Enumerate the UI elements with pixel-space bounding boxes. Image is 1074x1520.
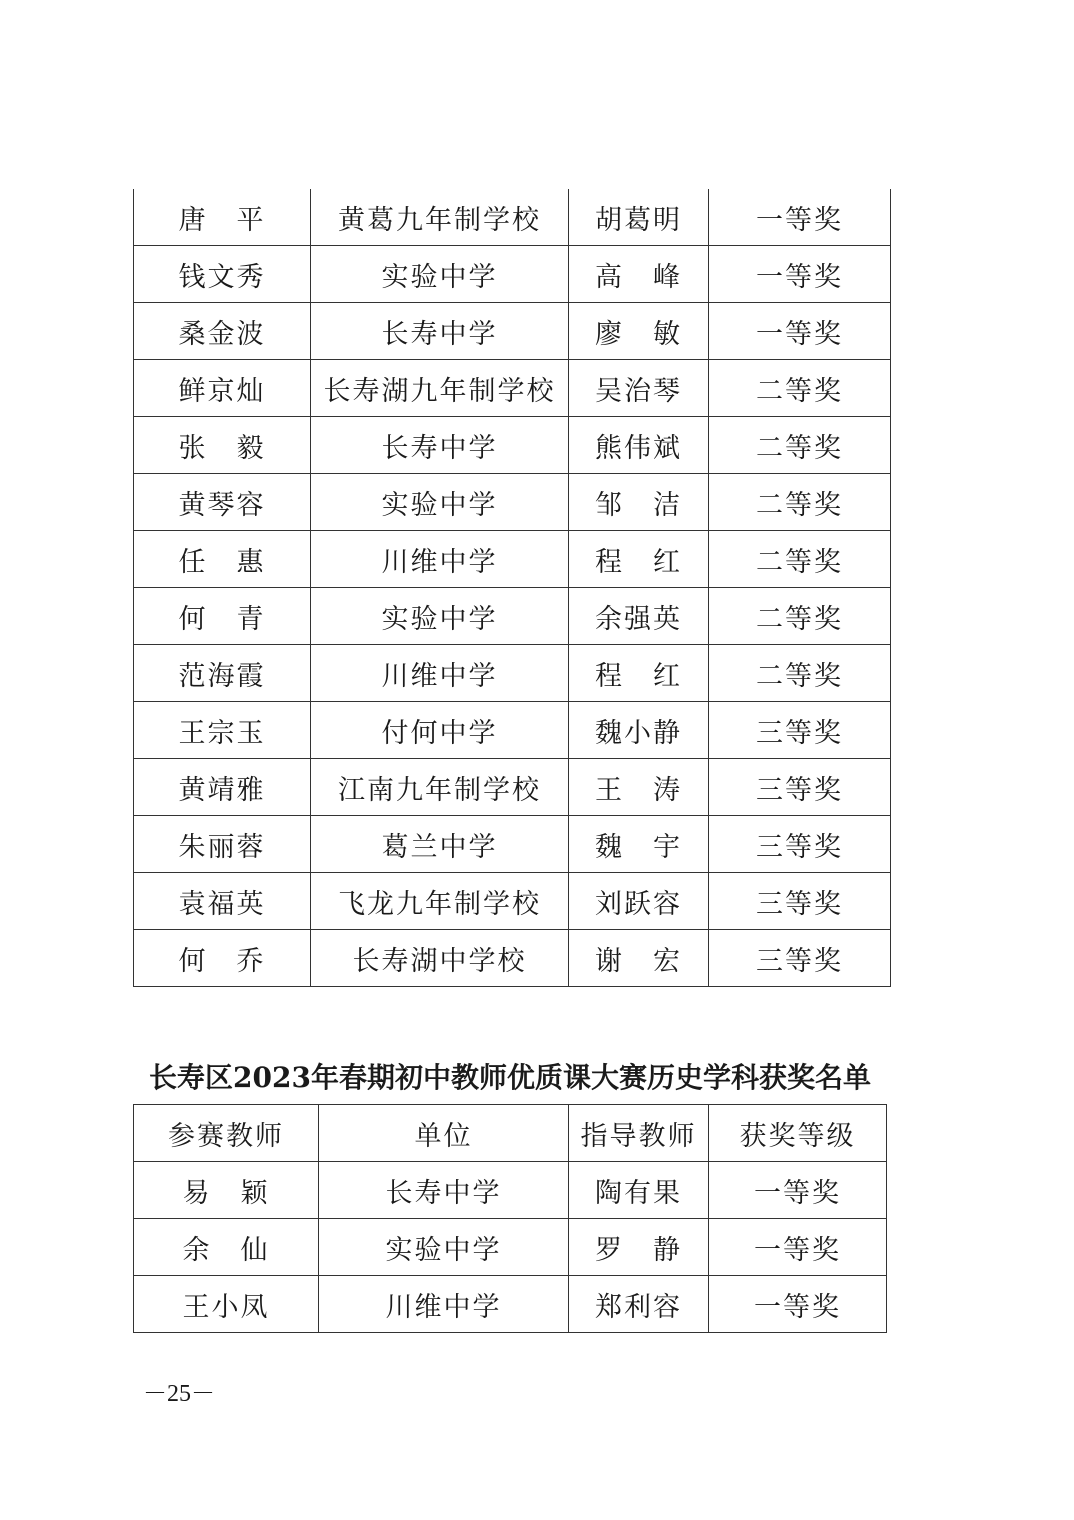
table-row [134,474,891,531]
history-awards-table [133,1104,887,1333]
award-cell: 二等奖 [709,531,891,588]
mentor-cell: 刘跃容 [569,873,709,930]
teacher-cell: 袁福英 [134,873,311,930]
awards-table-body [134,189,891,987]
mentor-cell: 魏小静 [569,702,709,759]
history-awards-table-body [134,1162,887,1333]
unit-cell: 长寿湖中学校 [311,930,569,987]
teacher-cell: 钱文秀 [134,246,311,303]
teacher-cell: 王宗玉 [134,702,311,759]
award-cell: 三等奖 [709,702,891,759]
table-row [134,531,891,588]
mentor-cell: 吴治琴 [569,360,709,417]
teacher-cell: 易 颖 [134,1162,319,1219]
unit-cell: 葛兰中学 [311,816,569,873]
page-number: －25－ [143,1381,215,1407]
award-cell: 三等奖 [709,930,891,987]
table-row [134,417,891,474]
teacher-cell: 张 毅 [134,417,311,474]
teacher-cell: 王小凤 [134,1276,319,1333]
table-row [134,1276,887,1333]
award-cell: 二等奖 [709,474,891,531]
unit-cell: 付何中学 [311,702,569,759]
award-cell: 三等奖 [709,759,891,816]
mentor-cell: 谢 宏 [569,930,709,987]
header-mentor: 指导教师 [569,1105,709,1162]
award-cell: 一等奖 [709,303,891,360]
unit-cell: 川维中学 [319,1276,569,1333]
table-row [134,588,891,645]
table-row [134,816,891,873]
mentor-cell: 廖 敏 [569,303,709,360]
mentor-cell: 王 涛 [569,759,709,816]
mentor-cell: 胡葛明 [569,189,709,246]
unit-cell: 江南九年制学校 [311,759,569,816]
unit-cell: 长寿中学 [311,417,569,474]
section-title: 长寿区2023年春期初中教师优质课大赛历史学科获奖名单 [149,1061,871,1094]
award-cell: 二等奖 [709,645,891,702]
award-cell: 三等奖 [709,873,891,930]
award-cell: 一等奖 [709,1162,887,1219]
table-row [134,1162,887,1219]
unit-cell: 实验中学 [311,474,569,531]
header-teacher: 参赛教师 [134,1105,319,1162]
table-row [134,930,891,987]
award-cell: 三等奖 [709,816,891,873]
teacher-cell: 鲜京灿 [134,360,311,417]
table-row [134,1219,887,1276]
teacher-cell: 朱丽蓉 [134,816,311,873]
unit-cell: 长寿中学 [319,1162,569,1219]
teacher-cell: 何 青 [134,588,311,645]
mentor-cell: 魏 宇 [569,816,709,873]
unit-cell: 实验中学 [311,588,569,645]
table-row [134,759,891,816]
mentor-cell: 邹 洁 [569,474,709,531]
unit-cell: 黄葛九年制学校 [311,189,569,246]
table-row [134,303,891,360]
unit-cell: 实验中学 [311,246,569,303]
unit-cell: 实验中学 [319,1219,569,1276]
table-row [134,873,891,930]
table-row [134,246,891,303]
unit-cell: 川维中学 [311,645,569,702]
teacher-cell: 余 仙 [134,1219,319,1276]
mentor-cell: 高 峰 [569,246,709,303]
award-cell: 二等奖 [709,360,891,417]
mentor-cell: 程 红 [569,645,709,702]
award-cell: 二等奖 [709,588,891,645]
award-cell: 一等奖 [709,246,891,303]
award-cell: 一等奖 [709,1276,887,1333]
teacher-cell: 任 惠 [134,531,311,588]
unit-cell: 飞龙九年制学校 [311,873,569,930]
teacher-cell: 何 乔 [134,930,311,987]
teacher-cell: 黄靖雅 [134,759,311,816]
teacher-cell: 范海霞 [134,645,311,702]
award-cell: 一等奖 [709,189,891,246]
table-row [134,645,891,702]
table-header-row [134,1105,887,1162]
header-award-level: 获奖等级 [709,1105,887,1162]
teacher-cell: 黄琴容 [134,474,311,531]
teacher-cell: 桑金波 [134,303,311,360]
award-cell: 二等奖 [709,417,891,474]
table-row [134,702,891,759]
unit-cell: 长寿湖九年制学校 [311,360,569,417]
header-unit: 单位 [319,1105,569,1162]
mentor-cell: 罗 静 [569,1219,709,1276]
table-row [134,360,891,417]
mentor-cell: 陶有果 [569,1162,709,1219]
mentor-cell: 程 红 [569,531,709,588]
unit-cell: 长寿中学 [311,303,569,360]
mentor-cell: 熊伟斌 [569,417,709,474]
teacher-cell: 唐 平 [134,189,311,246]
mentor-cell: 郑利容 [569,1276,709,1333]
awards-table-continued [133,189,891,987]
unit-cell: 川维中学 [311,531,569,588]
table-row [134,189,891,246]
award-cell: 一等奖 [709,1219,887,1276]
mentor-cell: 余强英 [569,588,709,645]
